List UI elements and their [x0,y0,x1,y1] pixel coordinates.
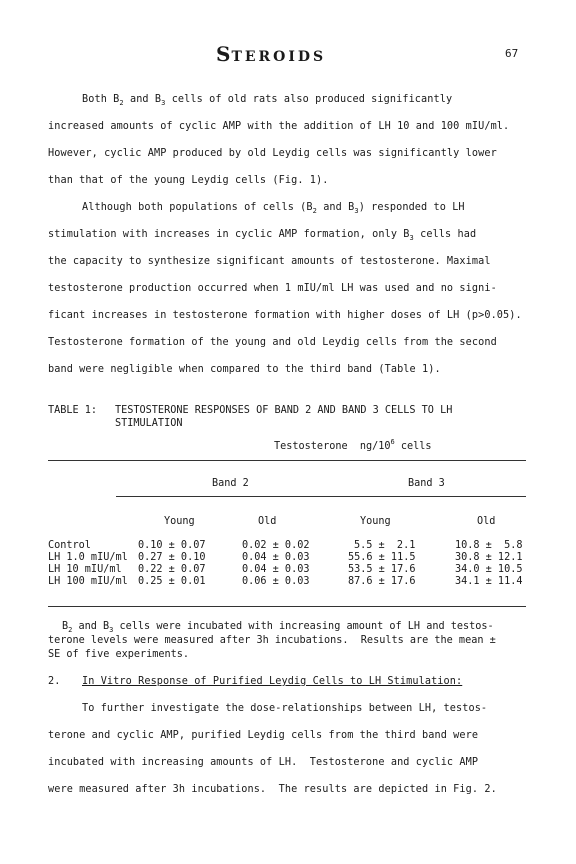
header-band2-old: Old [258,516,277,527]
table-cell: 87.6 ± 17.6 [348,576,416,587]
text-span: cells of old rats also produced significantly [165,94,453,105]
table-cell: 53.5 ± 17.6 [348,564,416,575]
paragraph-2-line-6: Testosterone formation of the young and old Leydig cells from the second [48,337,497,348]
paragraph-1-line-2: increased amounts of cyclic AMP with the addition of LH 10 and 100 mIU/ml. [48,121,510,132]
table-note-line-1 [62,621,494,632]
paragraph-1-line-4: than that of the young Leydig cells (Fig. 1). [48,175,329,186]
text-span: cells were incubated with increasing amount of LH and testos- [113,621,494,632]
table-cell: 5.5 ± 2.1 [354,540,416,551]
table-cell: 34.0 ± 10.5 [455,564,523,575]
table-cell: 0.10 ± 0.07 [138,540,206,551]
text-span: Both B [82,94,120,105]
journal-title-rest: TEROIDS [231,49,327,65]
table-cell: 0.27 ± 0.10 [138,552,206,563]
paragraph-1-line-3: However, cyclic AMP produced by old Leydig cells was significantly lower [48,148,497,159]
text-span: B [62,621,69,632]
header-band2-young: Young [164,516,195,527]
subscript: 2 [68,626,73,634]
section-number: 2. [48,676,61,687]
table-cell: 0.04 ± 0.03 [242,564,310,575]
table-note-line-3: SE of five experiments. [48,649,190,660]
table-rule-bottom [48,606,526,607]
header-band3-young: Young [360,516,391,527]
section-heading: In Vitro Response of Purified Leydig Cells to LH Stimulation: [82,676,463,687]
paragraph-1-line-1 [82,94,452,105]
band-2-header: Band 2 [212,478,249,489]
table-caption-line-2: STIMULATION [115,418,183,429]
text-span: cells [394,441,432,452]
subscript: 2 [119,99,124,107]
paragraph-2-line-2 [48,229,476,240]
table-caption-label: TABLE 1: [48,405,98,416]
text-span: and B [72,621,110,632]
table-rule-top [48,460,526,461]
subscript: 2 [312,207,317,215]
paragraph-2-line-3: the capacity to synthesize significant amounts of testosterone. Maximal [48,256,491,267]
table-rule-bands [116,496,526,497]
text-span: and B [123,94,162,105]
subscript: 3 [109,626,114,634]
row-label: Control [48,540,91,551]
text-span: and B [316,202,355,213]
table-cell: 30.8 ± 12.1 [455,552,523,563]
text-span: Testosterone ng/10 [274,441,391,452]
subscript: 3 [161,99,166,107]
row-label: LH 1.0 mIU/ml [48,552,128,563]
table-cell: 55.6 ± 11.5 [348,552,416,563]
paragraph-2-line-4: testosterone production occurred when 1 mIU/ml LH was used and no signi- [48,283,497,294]
paragraph-2-line-7: band were negligible when compared to the third band (Table 1). [48,364,441,375]
section-2-line-4: were measured after 3h incubations. The results are depicted in Fig. 2. [48,784,497,795]
table-cell: 10.8 ± 5.8 [455,540,523,551]
table-cell: 0.25 ± 0.01 [138,576,206,587]
subscript: 3 [354,207,359,215]
row-label: LH 100 mIU/ml [48,576,128,587]
table-unit-header [274,438,432,452]
table-cell: 0.02 ± 0.02 [242,540,310,551]
page-number: 67 [505,47,519,60]
journal-title-initial: S [216,42,232,66]
subscript: 3 [409,234,414,242]
paragraph-2-line-1 [82,202,465,213]
text-span: stimulation with increases in cyclic AMP formation, only B [48,229,410,240]
header-band3-old: Old [477,516,496,527]
row-label: LH 10 mIU/ml [48,564,122,575]
text-span: Although both populations of cells (B [82,202,313,213]
section-2-line-2: terone and cyclic AMP, purified Leydig cells from the third band were [48,730,479,741]
table-cell: 0.06 ± 0.03 [242,576,310,587]
band-3-header: Band 3 [408,478,445,489]
text-span: ) responded to LH [358,202,465,213]
table-cell: 0.22 ± 0.07 [138,564,206,575]
section-2-line-1: To further investigate the dose-relationships between LH, testos- [82,703,488,714]
paragraph-2-line-5: ficant increases in testosterone formation with higher doses of LH (p>0.05). [48,310,522,321]
table-note-line-2: terone levels were measured after 3h incubations. Results are the mean ± [48,635,496,646]
table-cell: 34.1 ± 11.4 [455,576,523,587]
table-cell: 0.04 ± 0.03 [242,552,310,563]
table-caption-line-1: TESTOSTERONE RESPONSES OF BAND 2 AND BAND 3 CELLS TO LH [115,405,453,416]
superscript: 6 [390,438,395,446]
journal-title [216,42,326,66]
text-span: cells had [413,229,477,240]
section-2-line-3: incubated with increasing amounts of LH. Testosterone and cyclic AMP [48,757,479,768]
